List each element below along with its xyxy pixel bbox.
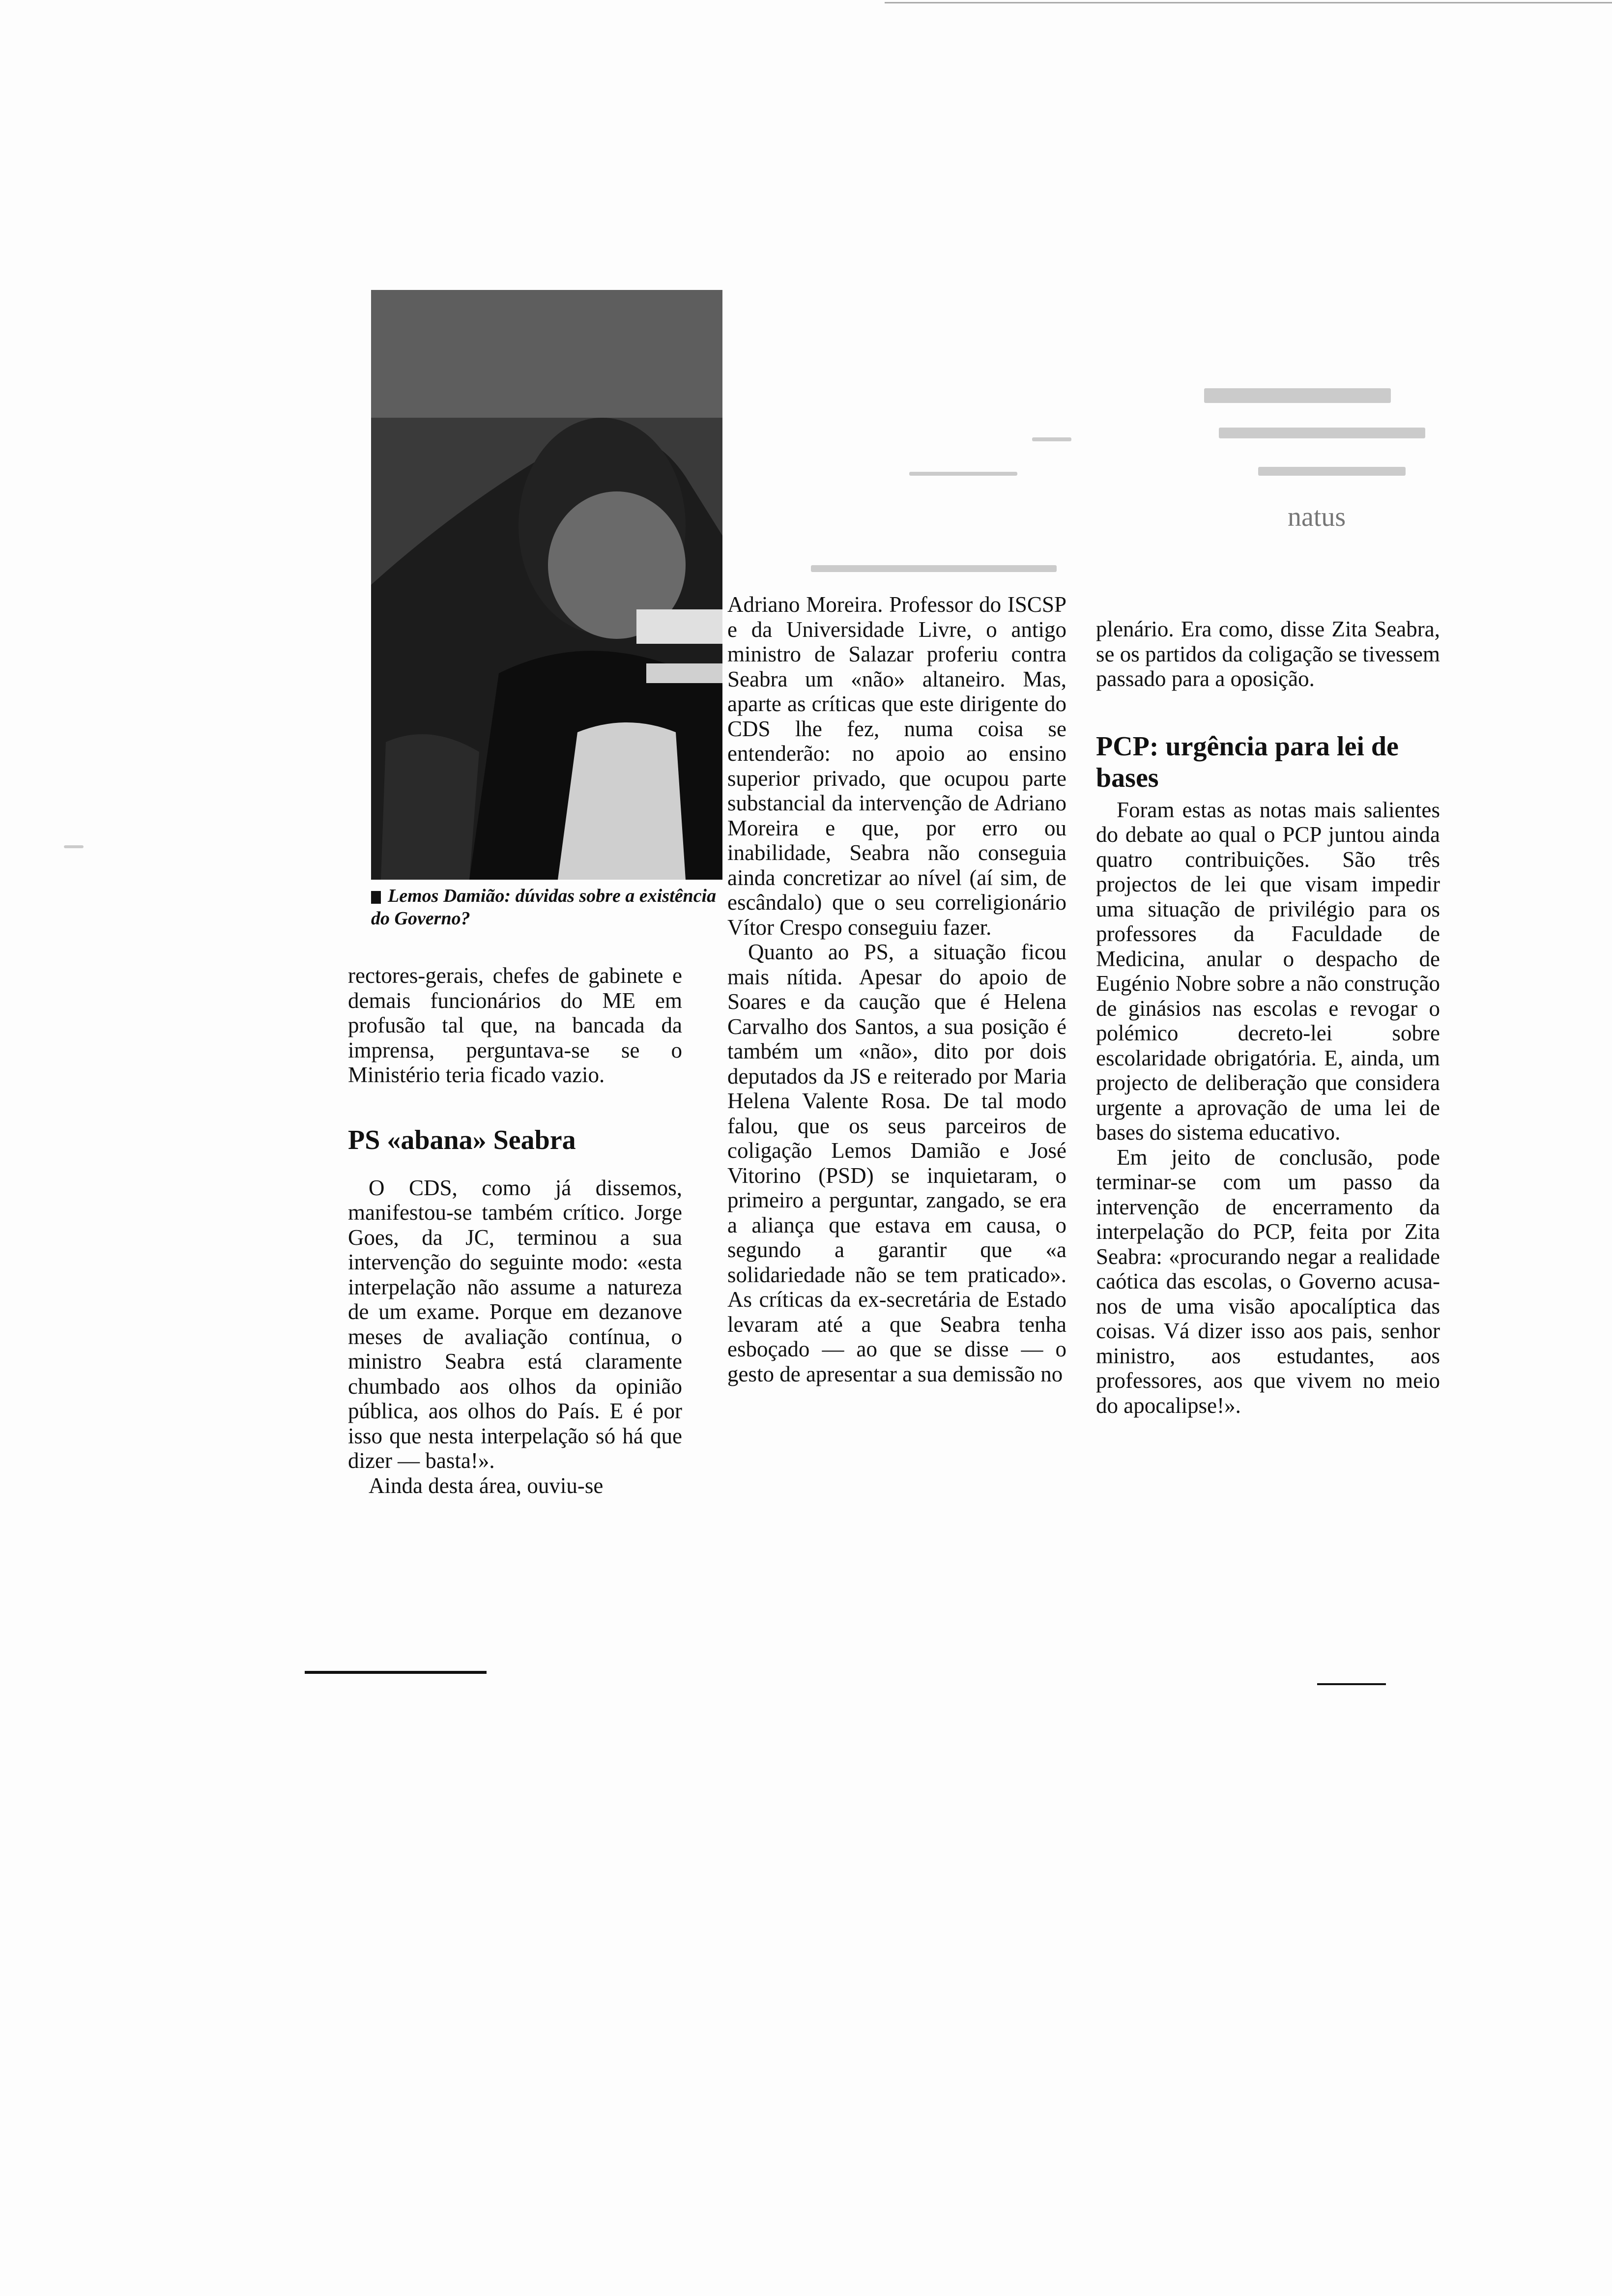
photo-caption [371, 885, 725, 930]
article-end-rule [1317, 1683, 1386, 1685]
top-edge-line [885, 2, 1612, 3]
caption-bullet-icon [371, 891, 381, 904]
scan-smudge [64, 845, 84, 848]
article-column-2 [727, 592, 1066, 1386]
paragraph: Foram estas as notas mais salientes do debate ao qual o PCP juntou ainda quatro contribuições. São três projectos de lei que visam impedir uma situação de privilégio para os professores da Faculdade de Medicina, anular o despacho de Eugénio Nobre sobre a não construção de ginásios nas escolas e revogar o polémico decreto-lei sobre escolaridade obrigatória. E, ainda, um projecto de deliberação que considera urgente a aprovação de uma lei de bases do sistema educativo. [1096, 797, 1440, 1145]
paragraph: Adriano Moreira. Professor do ISCSP e da Universidade Livre, o antigo ministro de Salazar proferiu contra Seabra um «não» altaneiro. Mas, aparte as críticas que este dirigente do CDS lhe fez, numa coisa se entenderão: no apoio ao ensino superior privado, que ocupou parte substancial da intervenção de Adriano Moreira e que, por erro ou inabilidade, Seabra não conseguia ainda concretizar ao nível (aí sim, de escândalo) que o seu correligionário Vítor Crespo conseguiu fazer. [727, 592, 1066, 940]
paragraph: Em jeito de conclusão, pode terminar-se com um passo da intervenção de encerramento da interpelação do PCP, feita por Zita Seabra: «procurando negar a realidade caótica das escolas, o Governo acusa-nos de uma visão apocalíptica das coisas. Vá dizer isso aos pais, senhor ministro, aos estudantes, aos professores, aos que vivem no meio do apocalipse!». [1096, 1145, 1440, 1418]
scan-smudge [1219, 428, 1425, 438]
column-end-rule [305, 1671, 487, 1674]
scan-smudge [1204, 388, 1391, 403]
photo [371, 290, 722, 880]
paragraph: Ainda desta área, ouviu-se [369, 1473, 604, 1498]
article-column-3 [1096, 617, 1440, 1418]
section-heading: PS «abana» Seabra [348, 1124, 576, 1155]
article-column-1 [348, 963, 682, 1498]
scan-smudge [909, 472, 1017, 476]
scan-smudge [811, 565, 1057, 572]
portrait-photo-icon [371, 290, 722, 880]
paragraph: rectores-gerais, chefes de gabinete e demais funcionários do ME em profusão tal que, na bancada da imprensa, perguntava-se se o Ministério teria ficado vazio. [348, 963, 682, 1087]
paragraph: plenário. Era como, disse Zita Seabra, se os partidos da coligação se tivessem passado para a oposição. [1096, 617, 1440, 691]
section-heading: PCP: urgência para lei de bases [1096, 731, 1399, 793]
stray-text-fragment: natus [1288, 502, 1346, 532]
paragraph: O CDS, como já dissemos, manifestou-se também crítico. Jorge Goes, da JC, terminou a sua intervenção do seguinte modo: «esta interpelação não assume a natureza de um exame. Porque em dezanove meses de avaliação contínua, o ministro Seabra está claramente chumbado aos olhos da opinião pública, aos olhos do País. E é por isso que nesta interpelação só há que dizer — basta!». [348, 1175, 682, 1473]
paragraph: Quanto ao PS, a situação ficou mais nítida. Apesar do apoio de Soares e da caução que é Helena Carvalho dos Santos, a sua posição é também um «não», dito por dois deputados da JS e reiterado por Maria Helena Valente Rosa. De tal modo falou, que os seus parceiros de coligação Lemos Damião e José Vitorino (PSD) se inquietaram, o primeiro a perguntar, zangado, se era a aliança que estava em causa, o segundo a garantir que «a solidariedade não se tem praticado». As críticas da ex-secretária de Estado levaram até a que Seabra tenha esboçado — ao que se disse — o gesto de apresentar a sua demissão no [727, 940, 1066, 1386]
scan-smudge [1032, 437, 1071, 441]
caption-text: Lemos Damião: dúvidas sobre a existência do Governo? [371, 886, 717, 929]
scan-smudge [1258, 467, 1406, 476]
